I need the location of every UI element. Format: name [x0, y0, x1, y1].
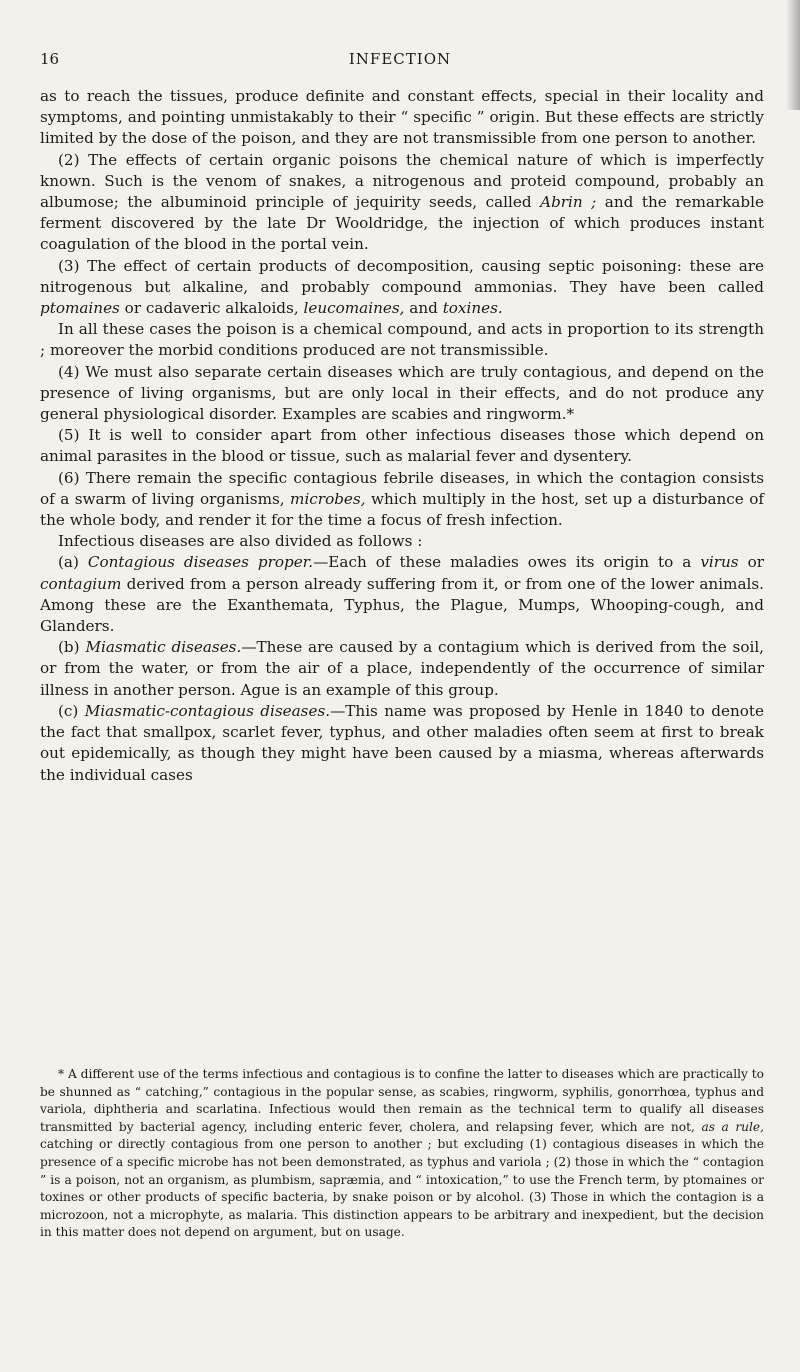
body-text: [40, 86, 764, 786]
page-header: [40, 50, 760, 74]
paragraph-decomposition-products: (3) The effect of certain products of decomposition, causing septic poisoning: these are nitrogenous but alkaline, and probably compound ammonias. They have been called ptomaines or cadaveric alkaloids, leucomaines, and toxines.: [40, 256, 764, 318]
paragraph-miasmatic: (b) Miasmatic diseases.—These are caused by a contagium which is derived from the soil, or from the water, or from the air of a place, independently of the occurrence of similar illness in another person. Ague is an example of this group.: [40, 638, 764, 699]
page-number: 16: [40, 50, 60, 68]
paragraph-febrile-diseases: (6) There remain the specific contagious febrile diseases, in which the contagion consists of a swarm of living organisms, microbes, which multiply in the host, set up a disturbance of the whole body, and render it for the time a focus of fresh infection.: [40, 468, 764, 530]
footnote: [40, 1066, 764, 1242]
scan-edge-shadow: [786, 0, 800, 110]
paragraph-contagious-proper: (a) Contagious diseases proper.—Each of these maladies owes its origin to a virus or contagium derived from a person already suffering from it, or from one of the lower animals. Among these are the Exanthemata, Typhus, the Plague, Mumps, Whooping-cough, and Glanders.: [40, 553, 764, 636]
paragraph-local-contagious: (4) We must also separate certain diseases which are truly contagious, and depend on the presence of living organisms, but are only local in their effects, and do not produce any general physiological disorder. Examples are scabies and ringworm.*: [40, 362, 764, 424]
paragraph-organic-poisons: (2) The effects of certain organic poisons the chemical nature of which is imperfectly known. Such is the venom of snakes, a nitrogenous and proteid compound, probably an albumose; the albuminoid principle of jequirity seeds, called Abrin ; and the remarkable ferment discovered by the late Dr Wooldridge, the injection of which produces instant coagulation of the blood in the portal vein.: [40, 150, 764, 254]
running-head: INFECTION: [348, 50, 452, 68]
paragraph-miasmatic-contagious: (c) Miasmatic-contagious diseases.—This name was proposed by Henle in 1840 to denote the fact that smallpox, scarlet fever, typhus, and other maladies often seem at first to break out epidemically, as though they might have been caused by a miasma, whereas afterwards the individual cases: [40, 701, 764, 784]
paragraph-division-intro: Infectious diseases are also divided as follows :: [58, 532, 423, 551]
paragraph-chemical-compound: In all these cases the poison is a chemical compound, and acts in proportion to its strength ; moreover the morbid conditions produced are not transmissible.: [40, 320, 764, 360]
paragraph-animal-parasites: (5) It is well to consider apart from other infectious diseases those which depend on animal parasites in the blood or tissue, such as malarial fever and dysentery.: [40, 426, 764, 466]
paragraph-continuation: as to reach the tissues, produce definite and constant effects, special in their locality and symptoms, and pointing unmistakably to their “ specific ” origin. But these effects are strictly limited by the dose of the poison, and they are not transmissible from one person to another.: [40, 87, 764, 148]
footnote-text: * A different use of the terms infectious and contagious is to confine the latter to diseases which are practically to be shunned as “ catching,” contagious in the popular sense, as scabies, ringworm, syphilis, gonorrhœa, typhus and variola, diphtheria and scarlatina. Infectious would then remain as the technical term to qualify all diseases transmitted by bacterial agency, including enteric fever, cholera, and relapsing fever, which are not, as a rule, catching or directly contagious from one person to another ; but excluding (1) contagious diseases in which the presence of a specific microbe has not been demonstrated, as typhus and variola ; (2) those in which the “ contagion ” is a poison, not an organism, as plumbism, sapræmia, and “ intoxication,” to use the French term, by ptomaines or toxines or other products of specific bacteria, by snake poison or by alcohol. (3) Those in which the contagion is a microzoon, not a microphyte, as malaria. This distinction appears to be arbitrary and inexpedient, but the decision in this matter does not depend on argument, but on usage.: [40, 1067, 765, 1240]
